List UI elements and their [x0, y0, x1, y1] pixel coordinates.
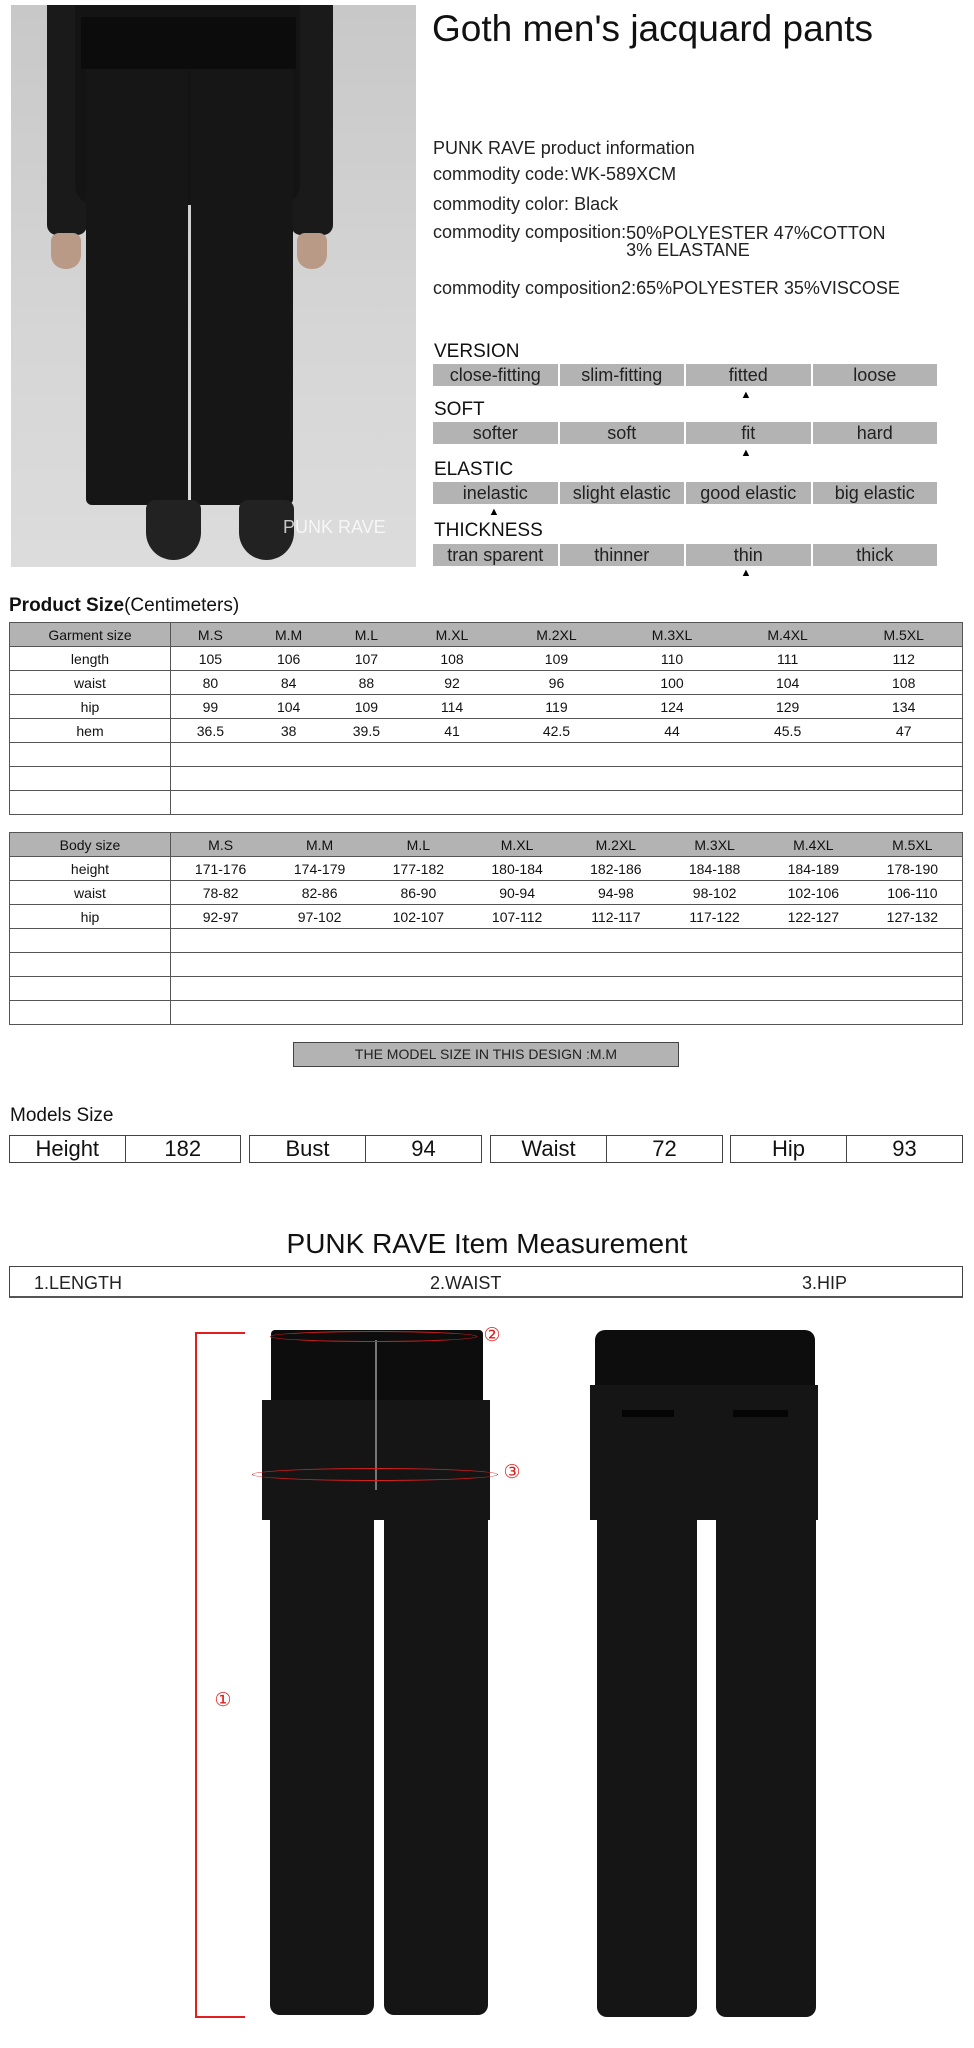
- table-cell: 177-182: [369, 857, 468, 881]
- model-hand-left: [51, 233, 81, 269]
- table-cell: 106: [250, 647, 328, 671]
- empty-cell: [10, 977, 171, 1001]
- row-label: hip: [10, 695, 171, 719]
- table-cell: 112-117: [566, 905, 665, 929]
- back-leg-right: [716, 1520, 816, 2017]
- front-leg-right: [384, 1520, 488, 2015]
- empty-cell: [10, 929, 171, 953]
- table-cell: 84: [250, 671, 328, 695]
- empty-cell: [171, 743, 963, 767]
- product-size-title: [9, 595, 239, 617]
- model-size-note: THE MODEL SIZE IN THIS DESIGN :M.M: [293, 1042, 679, 1067]
- table-cell: 94-98: [566, 881, 665, 905]
- elastic-option-selected: inelastic: [433, 482, 558, 504]
- version-option: close-fitting: [433, 364, 558, 386]
- table-cell: 99: [171, 695, 250, 719]
- table-cell: 111: [730, 647, 846, 671]
- thickness-option: thick: [813, 544, 938, 566]
- table-cell: 39.5: [327, 719, 405, 743]
- composition-line-2: 3% ELASTANE: [626, 240, 750, 260]
- model-measure-label: Waist: [491, 1136, 607, 1162]
- size-header: M.5XL: [845, 623, 962, 647]
- table-cell: 102-106: [764, 881, 863, 905]
- commodity-code: [433, 164, 676, 184]
- empty-cell: [171, 791, 963, 815]
- size-header: M.3XL: [665, 833, 764, 857]
- product-size-unit: (Centimeters): [124, 595, 240, 616]
- back-pocket-left: [622, 1410, 674, 1417]
- thickness-option: tran sparent: [433, 544, 558, 566]
- commodity-code-value: WK-589XCM: [571, 164, 677, 184]
- table-cell: 184-188: [665, 857, 764, 881]
- version-scale: [433, 364, 937, 386]
- model-measure-label: Hip: [731, 1136, 847, 1162]
- thickness-label: THICKNESS: [434, 520, 543, 541]
- model-measure-value: 182: [164, 1136, 202, 1161]
- empty-row: [10, 791, 963, 815]
- model-hand-right: [297, 233, 327, 269]
- empty-cell: [171, 767, 963, 791]
- size-header: M.2XL: [499, 623, 615, 647]
- model-bust-box: [249, 1135, 482, 1163]
- empty-row: [10, 767, 963, 791]
- table-cell: 82-86: [270, 881, 369, 905]
- table-cell: 180-184: [468, 857, 567, 881]
- elastic-option: big elastic: [813, 482, 938, 504]
- version-option: loose: [813, 364, 938, 386]
- size-header: M.L: [369, 833, 468, 857]
- row-label: hip: [10, 905, 171, 929]
- size-header: M.M: [250, 623, 328, 647]
- pants-leg-left: [86, 65, 188, 505]
- table-cell: 80: [171, 671, 250, 695]
- commodity-color-value: Black: [574, 194, 619, 214]
- soft-marker-icon: ▲: [740, 447, 752, 459]
- table-cell: 47: [845, 719, 962, 743]
- empty-row: [10, 977, 963, 1001]
- empty-cell: [171, 977, 963, 1001]
- measurement-labels-bar: [9, 1266, 963, 1298]
- version-label: VERSION: [434, 341, 520, 362]
- size-header: M.5XL: [863, 833, 963, 857]
- empty-cell: [171, 953, 963, 977]
- model-measure-value: 72: [652, 1136, 677, 1161]
- model-measure-value: 93: [892, 1136, 917, 1161]
- models-size-title: Models Size: [10, 1105, 114, 1126]
- front-leg-left: [270, 1520, 374, 2015]
- model-hip-box: [730, 1135, 963, 1163]
- empty-cell: [171, 1001, 963, 1025]
- table-cell: 108: [405, 647, 498, 671]
- table-cell: 106-110: [863, 881, 963, 905]
- measurement-label-waist: 2.WAIST: [430, 1273, 502, 1293]
- table-cell: 119: [499, 695, 615, 719]
- empty-cell: [10, 953, 171, 977]
- row-label: hem: [10, 719, 171, 743]
- table-cell: 178-190: [863, 857, 963, 881]
- commodity-color-label: commodity color:: [433, 194, 570, 214]
- measurement-label-hip: 3.HIP: [802, 1273, 848, 1293]
- empty-cell: [10, 1001, 171, 1025]
- table-cell: 92-97: [171, 905, 271, 929]
- garment-size-header: Garment size: [10, 623, 171, 647]
- boot-left: [146, 500, 201, 560]
- length-measure-top: [195, 1332, 245, 1334]
- size-header: M.3XL: [614, 623, 730, 647]
- length-measure-line: [195, 1332, 197, 2017]
- table-cell: 109: [499, 647, 615, 671]
- pants-leg-right: [191, 65, 293, 505]
- size-header: M.XL: [468, 833, 567, 857]
- elastic-option: slight elastic: [560, 482, 685, 504]
- empty-cell: [10, 767, 171, 791]
- commodity-composition2: [433, 278, 900, 298]
- table-cell: 109: [327, 695, 405, 719]
- row-label: height: [10, 857, 171, 881]
- row-label: waist: [10, 881, 171, 905]
- composition-line-1: 50%POLYESTER 47%COTTON: [626, 223, 886, 243]
- row-label: length: [10, 647, 171, 671]
- thickness-option-selected: thin: [686, 544, 811, 566]
- table-cell: 86-90: [369, 881, 468, 905]
- table-cell: 36.5: [171, 719, 250, 743]
- model-waist-box: [490, 1135, 723, 1163]
- table-cell: 92: [405, 671, 498, 695]
- row-label: waist: [10, 671, 171, 695]
- back-leg-left: [597, 1520, 697, 2017]
- commodity-color: [433, 194, 618, 214]
- table-cell: 122-127: [764, 905, 863, 929]
- size-header: M.S: [171, 833, 271, 857]
- table-cell: 88: [327, 671, 405, 695]
- table-cell: 108: [845, 671, 962, 695]
- table-cell: 104: [250, 695, 328, 719]
- table-cell: 114: [405, 695, 498, 719]
- length-marker-icon: ①: [214, 1690, 232, 1711]
- waist-measure-ellipse: [270, 1331, 477, 1342]
- table-cell: 174-179: [270, 857, 369, 881]
- table-row: [10, 671, 963, 695]
- thickness-marker-icon: ▲: [740, 567, 752, 579]
- empty-cell: [10, 791, 171, 815]
- table-cell: 129: [730, 695, 846, 719]
- thickness-scale: [433, 544, 937, 566]
- product-photo: [11, 5, 416, 567]
- waist-marker-icon: ②: [483, 1325, 501, 1346]
- table-cell: 134: [845, 695, 962, 719]
- empty-row: [10, 1001, 963, 1025]
- size-header: M.L: [327, 623, 405, 647]
- table-cell: 45.5: [730, 719, 846, 743]
- table-cell: 107: [327, 647, 405, 671]
- composition2-label: commodity composition2:: [433, 278, 637, 298]
- size-header: M.2XL: [566, 833, 665, 857]
- model-measure-label: Bust: [250, 1136, 366, 1162]
- empty-row: [10, 953, 963, 977]
- back-pocket-right: [733, 1410, 788, 1417]
- table-header-row: [10, 833, 963, 857]
- empty-cell: [171, 929, 963, 953]
- commodity-code-label: commodity code:: [433, 164, 570, 184]
- table-row: [10, 695, 963, 719]
- soft-option: hard: [813, 422, 938, 444]
- table-cell: 124: [614, 695, 730, 719]
- version-option: slim-fitting: [560, 364, 685, 386]
- composition-value: [626, 225, 885, 259]
- soft-option: softer: [433, 422, 558, 444]
- length-measure-bottom: [195, 2016, 245, 2018]
- photo-watermark: PUNK RAVE: [283, 517, 386, 537]
- model-measure-label: Height: [10, 1136, 126, 1162]
- model-height-box: [9, 1135, 241, 1163]
- info-heading: PUNK RAVE product information: [433, 138, 695, 158]
- table-cell: 42.5: [499, 719, 615, 743]
- composition-label: commodity composition:: [433, 222, 627, 242]
- thickness-option: thinner: [560, 544, 685, 566]
- table-cell: 182-186: [566, 857, 665, 881]
- measurement-title: PUNK RAVE Item Measurement: [286, 1228, 688, 1259]
- body-size-table: [9, 832, 963, 1025]
- table-row: [10, 719, 963, 743]
- table-cell: 102-107: [369, 905, 468, 929]
- size-header: M.M: [270, 833, 369, 857]
- body-size-header: Body size: [10, 833, 171, 857]
- table-cell: 127-132: [863, 905, 963, 929]
- version-option-selected: fitted: [686, 364, 811, 386]
- table-cell: 41: [405, 719, 498, 743]
- empty-cell: [10, 743, 171, 767]
- table-row: [10, 881, 963, 905]
- table-cell: 100: [614, 671, 730, 695]
- commodity-composition: [433, 222, 886, 259]
- elastic-option: good elastic: [686, 482, 811, 504]
- table-cell: 171-176: [171, 857, 271, 881]
- table-cell: 107-112: [468, 905, 567, 929]
- table-cell: 97-102: [270, 905, 369, 929]
- soft-scale: [433, 422, 937, 444]
- elastic-label: ELASTIC: [434, 459, 514, 480]
- empty-row: [10, 929, 963, 953]
- table-cell: 112: [845, 647, 962, 671]
- table-cell: 44: [614, 719, 730, 743]
- measurement-label-length: 1.LENGTH: [34, 1273, 123, 1293]
- back-hip-area: [590, 1385, 818, 1520]
- table-header-row: [10, 623, 963, 647]
- measurement-diagram: [0, 1300, 974, 2048]
- model-measure-value: 94: [411, 1136, 436, 1161]
- pants-waistband: [81, 17, 296, 69]
- soft-option: soft: [560, 422, 685, 444]
- table-cell: 78-82: [171, 881, 271, 905]
- empty-row: [10, 743, 963, 767]
- table-row: [10, 647, 963, 671]
- table-cell: 98-102: [665, 881, 764, 905]
- table-cell: 104: [730, 671, 846, 695]
- back-waistband: [595, 1330, 815, 1385]
- product-size-heading: Product Size: [9, 595, 125, 616]
- version-marker-icon: ▲: [740, 389, 752, 401]
- table-cell: 90-94: [468, 881, 567, 905]
- garment-size-table: [9, 622, 963, 815]
- table-cell: 105: [171, 647, 250, 671]
- elastic-scale: [433, 482, 937, 504]
- table-cell: 184-189: [764, 857, 863, 881]
- size-header: M.XL: [405, 623, 498, 647]
- hip-marker-icon: ③: [503, 1462, 521, 1483]
- soft-option-selected: fit: [686, 422, 811, 444]
- table-cell: 117-122: [665, 905, 764, 929]
- product-title: Goth men's jacquard pants: [432, 8, 874, 49]
- size-header: M.4XL: [764, 833, 863, 857]
- size-header: M.4XL: [730, 623, 846, 647]
- table-cell: 38: [250, 719, 328, 743]
- size-header: M.S: [171, 623, 250, 647]
- table-cell: 96: [499, 671, 615, 695]
- composition2-value: 65%POLYESTER 35%VISCOSE: [636, 278, 900, 298]
- table-row: [10, 857, 963, 881]
- table-row: [10, 905, 963, 929]
- table-cell: 110: [614, 647, 730, 671]
- hip-measure-ellipse: [252, 1468, 498, 1481]
- soft-label: SOFT: [434, 399, 485, 420]
- elastic-marker-icon: ▲: [488, 506, 500, 518]
